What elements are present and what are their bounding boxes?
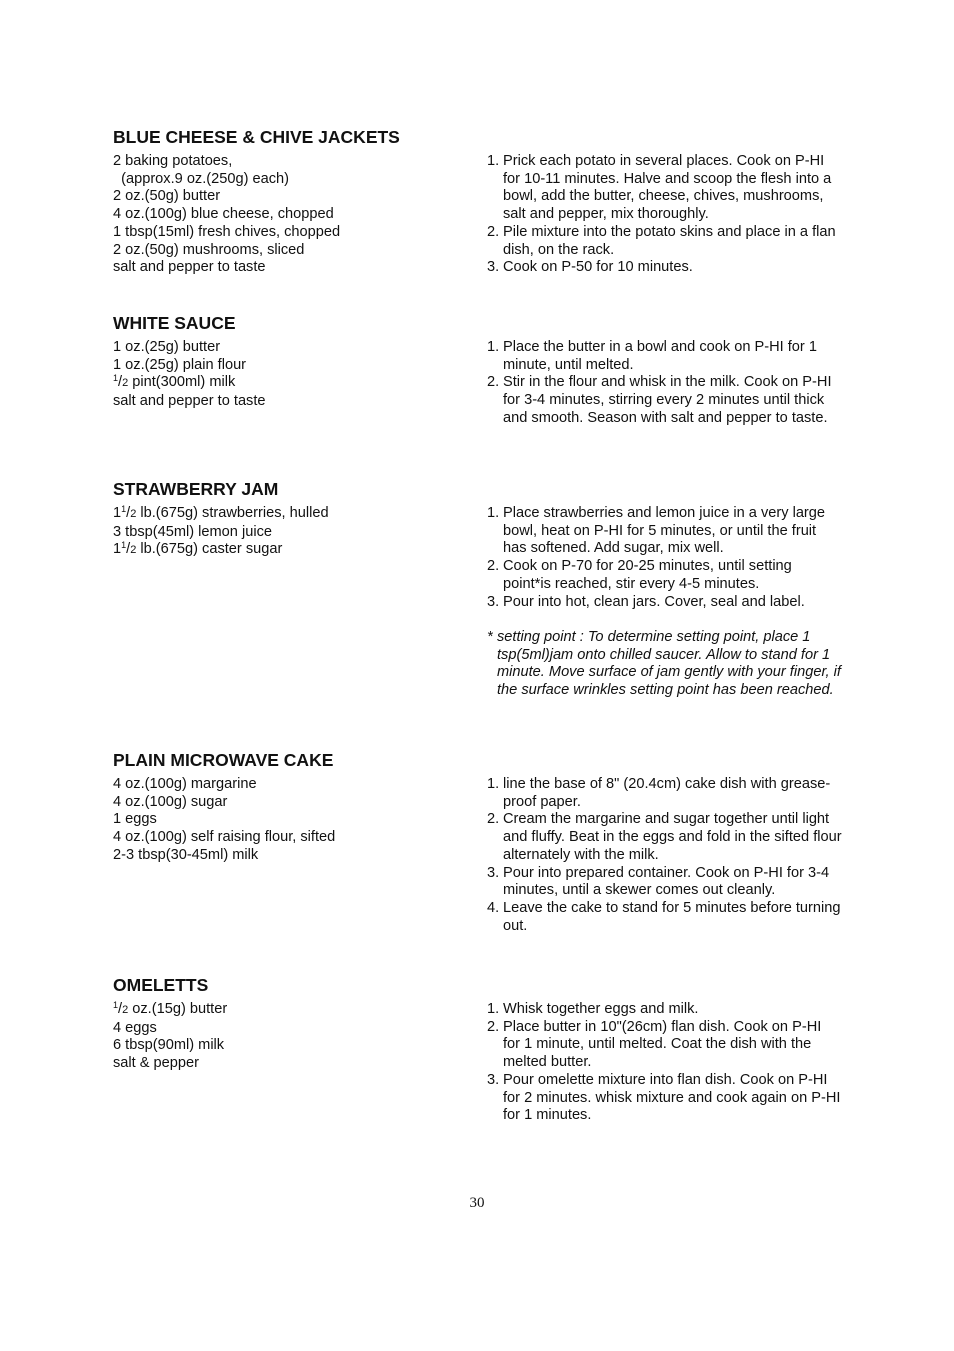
ingredient-text: 3 tbsp(45ml) lemon juice (113, 523, 272, 540)
ingredient-item (113, 339, 443, 357)
recipe-title: STRAWBERRY JAM (113, 479, 279, 499)
step-number: 1. (487, 339, 500, 355)
fraction-whole: 1 (113, 541, 122, 558)
step-text: Cook on P-50 for 10 minutes. (503, 259, 693, 276)
ingredient-item (113, 524, 443, 542)
ingredient-text: 4 oz.(100g) self raising flour, sifted (113, 829, 336, 846)
ingredient-text: 2 baking potatoes, (113, 153, 233, 169)
method-steps (487, 1001, 842, 1125)
step-number: 3. (487, 259, 500, 276)
method-step (487, 558, 842, 593)
ingredient-text: 2 oz.(50g) mushrooms, sliced (113, 241, 305, 258)
step-text: Cream the margarine and sugar together until light and fluffy. Beat in the eggs and fold in the sifted flour alternately with the milk. (503, 811, 842, 863)
step-number: 2. (487, 811, 500, 828)
ingredient-item (113, 794, 443, 812)
page-number: 30 (469, 1195, 485, 1211)
step-text: Pour into prepared container. Cook on P-HI for 3-4 minutes, until a skewer comes out cleanly. (503, 864, 830, 899)
fraction-numerator: 1 (121, 540, 127, 551)
ingredient-text: pint(300ml) milk (132, 374, 236, 391)
ingredient-text: 2 oz.(50g) butter (113, 188, 221, 205)
ingredient-text: 6 tbsp(90ml) milk (113, 1037, 225, 1054)
ingredient-item (113, 188, 443, 206)
step-number: 2. (487, 374, 500, 391)
ingredient-item (113, 153, 443, 171)
ingredient-text: lb.(675g) strawberries, hulled (140, 505, 329, 521)
ingredient-text: salt and pepper to taste (113, 393, 266, 410)
ingredient-text: 4 oz.(100g) margarine (113, 776, 257, 792)
step-number: 2. (487, 1018, 500, 1035)
ingredient-text: 1 tbsp(15ml) fresh chives, chopped (113, 223, 341, 240)
ingredient-text: 4 oz.(100g) sugar (113, 793, 228, 810)
ingredient-text: 2-3 tbsp(30-45ml) milk (113, 846, 259, 863)
step-text: Place strawberries and lemon juice in a very large bowl, heat on P-HI for 5 minutes, or until the fruit has softened. Add sugar, mix well. (503, 505, 826, 557)
method-step (487, 1072, 842, 1125)
ingredient-text: 4 oz.(100g) blue cheese, chopped (113, 206, 334, 223)
footnote-mark: * (487, 628, 493, 645)
fraction-numerator: 1 (121, 504, 127, 514)
ingredients-list (113, 1001, 443, 1073)
fraction-denominator: 2 (122, 377, 129, 390)
ingredient-item (113, 776, 443, 794)
ingredient-text: oz.(15g) butter (132, 1001, 228, 1017)
ingredient-item (113, 357, 443, 375)
step-number: 3. (487, 593, 500, 610)
method-step (487, 1001, 842, 1019)
method-step (487, 153, 842, 224)
step-text: Pour into hot, clean jars. Cover, seal and label. (503, 593, 805, 610)
ingredient-text: 1 oz.(25g) plain flour (113, 356, 247, 373)
method-step (487, 776, 842, 811)
method-step (487, 505, 842, 558)
footnote-text: setting point : To determine setting point, place 1 tsp(5ml)jam onto chilled saucer. Allow to stand for 1 minute. Move surface of jam gently with your finger, if the surface wrinkles setting point has been reached. (497, 628, 841, 699)
method-step (487, 259, 842, 277)
fraction-numerator: 1 (113, 1000, 119, 1010)
ingredients-list (113, 776, 443, 865)
fraction-denominator: 2 (130, 544, 137, 557)
ingredients-list (113, 505, 443, 560)
ingredient-text: 1 eggs (113, 811, 157, 828)
ingredient-text: lb.(675g) caster sugar (140, 541, 283, 558)
step-number: 1. (487, 776, 500, 792)
step-text: line the base of 8" (20.4cm) cake dish with grease-proof paper. (503, 776, 831, 810)
method-steps (487, 776, 842, 935)
step-text: Cook on P-70 for 20-25 minutes, until setting point*is reached, stir every 4-5 minutes. (503, 558, 792, 592)
method-step (487, 374, 842, 427)
footnote (487, 629, 842, 700)
step-number: 2. (487, 223, 500, 240)
ingredient-item: $^1$/2 pint(300ml) milk (113, 373, 236, 391)
method-step (487, 224, 842, 259)
step-number: 1. (487, 153, 500, 169)
step-text: Place the butter in a bowl and cook on P-HI for 1 minute, until melted. (503, 339, 817, 373)
ingredients-list (113, 339, 443, 411)
ingredient-item: $1^1/2$ lb.(675g) caster sugar (113, 540, 283, 558)
ingredients-list (113, 153, 443, 277)
method-step (487, 339, 842, 374)
recipe-title: BLUE CHEESE & CHIVE JACKETS (113, 127, 400, 147)
ingredient-item (113, 206, 443, 224)
method-steps (487, 153, 842, 277)
step-text: Stir in the flour and whisk in the milk. Cook on P-HI for 3-4 minutes, stirring every 2 minutes until thick and smooth. Season with salt and pepper to taste. (503, 374, 832, 426)
step-text: Pour omelette mixture into flan dish. Cook on P-HI for 2 minutes. whisk mixture and cook again on P-HI for 1 minutes. (503, 1071, 841, 1124)
fraction-numerator: 1 (113, 373, 119, 384)
step-text: Pile mixture into the potato skins and place in a flan dish, on the rack. (503, 223, 836, 258)
ingredient-item (113, 847, 443, 865)
ingredient-text: salt and pepper to taste (113, 259, 266, 276)
ingredient-item (113, 1055, 443, 1073)
step-text: Place butter in 10"(26cm) flan dish. Cook on P-HI for 1 minute, until melted. Coat the dish with the melted butter. (503, 1018, 822, 1071)
recipe-title: WHITE SAUCE (113, 313, 236, 333)
ingredient-item (113, 224, 443, 242)
ingredient-text: 4 eggs (113, 1019, 157, 1036)
step-number: 1. (487, 505, 500, 521)
step-text: Leave the cake to stand for 5 minutes before turning out. (503, 899, 841, 934)
step-number: 1. (487, 1001, 500, 1017)
step-text: Whisk together eggs and milk. (503, 1001, 699, 1017)
method-step (487, 1019, 842, 1072)
recipe-title: OMELETTS (113, 975, 209, 995)
method-steps (487, 505, 842, 700)
ingredient-text: salt & pepper (113, 1055, 199, 1072)
ingredient-item: $^1$/2 oz.(15g) butter (113, 1000, 228, 1017)
step-number: 3. (487, 864, 500, 881)
step-number: 4. (487, 899, 500, 916)
ingredient-item (113, 393, 443, 411)
ingredient-item (113, 259, 443, 277)
step-text: Prick each potato in several places. Cook on P-HI for 10-11 minutes. Halve and scoop the flesh into a bowl, add the butter, cheese, chives, mushrooms, salt and pepper, mix thoroughly. (503, 153, 832, 223)
step-number: 3. (487, 1071, 500, 1088)
ingredient-text: 1 oz.(25g) butter (113, 339, 221, 355)
ingredient-item (113, 242, 443, 260)
method-step (487, 865, 842, 900)
ingredient-item (113, 811, 443, 829)
ingredient-item (113, 1020, 443, 1038)
fraction-denominator: 2 (130, 508, 137, 520)
recipe-title: PLAIN MICROWAVE CAKE (113, 750, 334, 770)
method-steps (487, 339, 842, 428)
ingredient-item (113, 1037, 443, 1055)
step-number: 2. (487, 558, 500, 575)
fraction-denominator: 2 (122, 1004, 129, 1016)
ingredient-text: (approx.9 oz.(250g) each) (113, 170, 290, 187)
ingredient-item: $1^1/2$ lb.(675g) strawberries, hulled (113, 504, 329, 521)
method-step (487, 594, 842, 612)
method-step (487, 811, 842, 864)
ingredient-item (113, 829, 443, 847)
method-step (487, 900, 842, 935)
fraction-whole: 1 (113, 505, 122, 521)
ingredient-item (113, 171, 443, 189)
